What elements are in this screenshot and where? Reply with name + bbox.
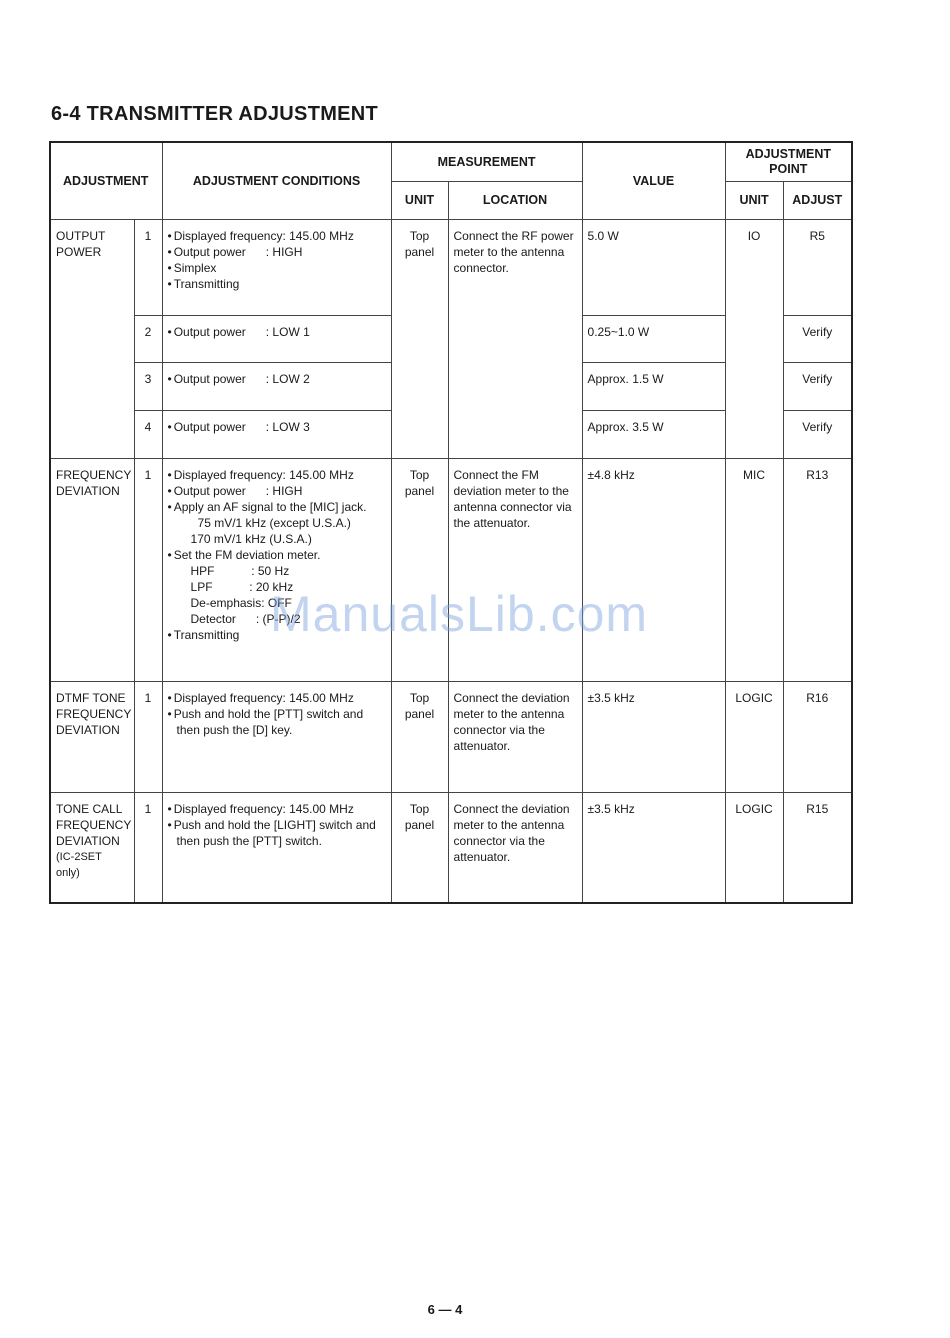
header-adjustment-point: ADJUSTMENT POINT [725, 142, 852, 181]
value-cell: ±4.8 kHz [582, 458, 725, 681]
adjust-point: Verify [783, 362, 852, 410]
adjust-point: R13 [783, 458, 852, 681]
header-ap-unit: UNIT [725, 181, 783, 219]
value-cell: ±3.5 kHz [582, 681, 725, 792]
conditions-cell: • Displayed frequency: 145.00 MHz • Output power : HIGH • Apply an AF signal to the [MIC] jack. 75 mV/1 kHz (except U.S.A.) 170 mV/1 kHz (U.S.A.) • Set the FM deviation meter. HPF : 50 Hz LPF : 20 kHz De-emphasis: OFF Detector : (P-P)/2 • Transmitting [162, 458, 391, 681]
table-row [50, 219, 852, 315]
transmitter-adjustment-table [49, 141, 853, 904]
table-row [50, 681, 852, 792]
table-row [50, 458, 852, 681]
section-title: 6-4 TRANSMITTER ADJUSTMENT [51, 103, 379, 125]
step-number: 2 [134, 315, 162, 362]
header-location: LOCATION [448, 181, 582, 219]
measurement-unit: Top panel [391, 792, 448, 903]
measurement-location: Connect the deviation meter to the antenna connector via the attenuator. [448, 681, 582, 792]
value-cell: Approx. 3.5 W [582, 410, 725, 458]
conditions-cell: • Displayed frequency: 145.00 MHz • Output power : HIGH • Simplex • Transmitting [162, 219, 391, 315]
measurement-unit: Top panel [391, 458, 448, 681]
step-number: 1 [134, 458, 162, 681]
table-row [50, 792, 852, 903]
value-cell: ±3.5 kHz [582, 792, 725, 903]
measurement-unit: Top panel [391, 219, 448, 458]
adjustment-name-output-power: OUTPUT POWER [50, 219, 134, 458]
adjust-point: R5 [783, 219, 852, 315]
adjustment-name-frequency-deviation: FREQUENCY DEVIATION [50, 458, 134, 681]
watermark: ManualsLib.com [270, 586, 649, 642]
header-adjustment: ADJUSTMENT [50, 142, 162, 219]
conditions-cell: • Output power : LOW 3 [162, 410, 391, 458]
adjust-point: Verify [783, 410, 852, 458]
adjust-point: R16 [783, 681, 852, 792]
adjust-point-unit: LOGIC [725, 681, 783, 792]
step-number: 1 [134, 681, 162, 792]
measurement-location: Connect the FM deviation meter to the antenna connector via the attenuator. [448, 458, 582, 681]
header-value: VALUE [582, 142, 725, 219]
conditions-cell: • Displayed frequency: 145.00 MHz • Push and hold the [LIGHT] switch and then push the [PTT] switch. [162, 792, 391, 903]
conditions-cell: • Displayed frequency: 145.00 MHz • Push and hold the [PTT] switch and then push the [D] key. [162, 681, 391, 792]
header-measurement: MEASUREMENT [391, 142, 582, 181]
conditions-cell: • Output power : LOW 1 [162, 315, 391, 362]
header-ap-adjust: ADJUST [783, 181, 852, 219]
step-number: 4 [134, 410, 162, 458]
adjust-point-unit: LOGIC [725, 792, 783, 903]
measurement-location: Connect the RF power meter to the antenna connector. [448, 219, 582, 458]
adjust-point-unit: IO [725, 219, 783, 458]
measurement-unit: Top panel [391, 681, 448, 792]
step-number: 1 [134, 219, 162, 315]
step-number: 1 [134, 792, 162, 903]
step-number: 3 [134, 362, 162, 410]
value-cell: Approx. 1.5 W [582, 362, 725, 410]
adjustment-name-tone-call: TONE CALL FREQUENCY DEVIATION (IC-2SET only) [50, 792, 134, 903]
value-cell: 5.0 W [582, 219, 725, 315]
header-conditions: ADJUSTMENT CONDITIONS [162, 142, 391, 219]
header-meas-unit: UNIT [391, 181, 448, 219]
adjustment-table-wrapper [49, 141, 853, 904]
adjust-point-unit: MIC [725, 458, 783, 681]
adjust-point: Verify [783, 315, 852, 362]
conditions-cell: • Output power : LOW 2 [162, 362, 391, 410]
value-cell: 0.25~1.0 W [582, 315, 725, 362]
page-number: 6 — 4 [427, 1302, 463, 1317]
measurement-location: Connect the deviation meter to the antenna connector via the attenuator. [448, 792, 582, 903]
adjustment-name-dtmf: DTMF TONE FREQUENCY DEVIATION [50, 681, 134, 792]
adjust-point: R15 [783, 792, 852, 903]
